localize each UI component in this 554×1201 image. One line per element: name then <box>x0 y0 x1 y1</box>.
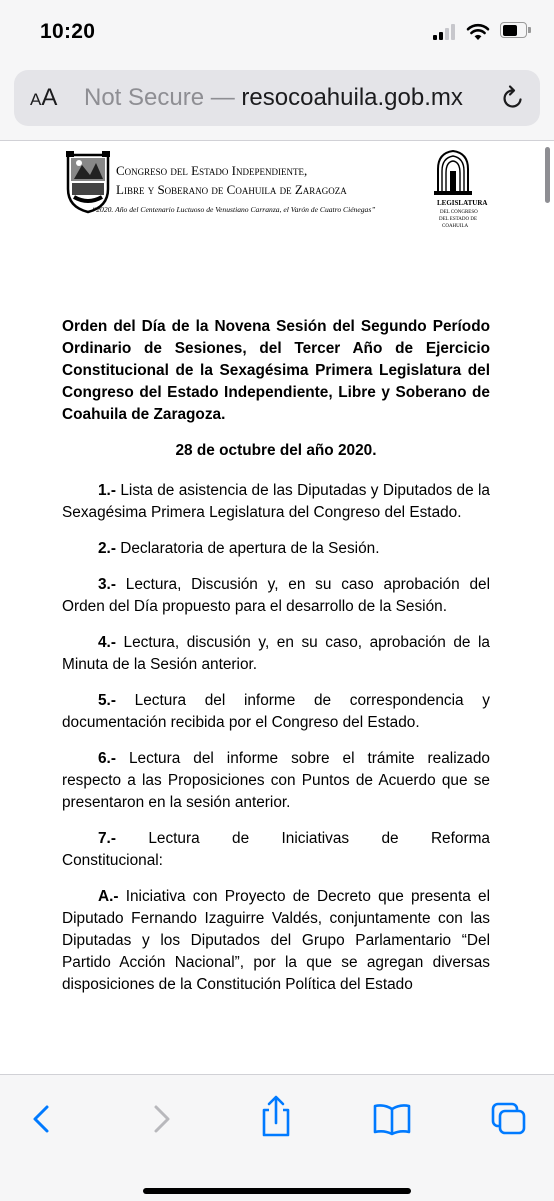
agenda-item-number: 1.- <box>98 482 116 499</box>
agenda-item-word: Iniciativas <box>281 830 350 847</box>
agenda-item-word: de <box>381 830 399 847</box>
agenda-item-3 <box>62 574 490 618</box>
status-time: 10:20 <box>40 20 96 43</box>
agenda-item-5 <box>62 690 490 734</box>
agenda-item-text: Lectura del informe de correspondencia y documentación recibida por el Congreso del Estado. <box>62 692 490 731</box>
home-indicator <box>143 1188 411 1194</box>
agenda-subitem-a <box>62 886 490 996</box>
share-icon[interactable] <box>254 1093 298 1139</box>
agenda-item-text: Lectura del informe sobre el trámite realizado respecto a las Proposiciones con Puntos de Acuerdo que se presentaron en la sesión anterior. <box>62 750 490 811</box>
agenda-item-word: de <box>232 830 250 847</box>
url-host: resocoahuila.gob.mx <box>241 84 463 111</box>
document-date: 28 de octubre del año 2020. <box>175 442 377 459</box>
svg-text:COAHUILA: COAHUILA <box>442 224 469 229</box>
agenda-item-7 <box>62 828 490 872</box>
not-secure-label: Not Secure — <box>84 84 235 111</box>
agenda-item-text: Lectura, Discusión y, en su caso aprobación del Orden del Día propuesto para el desarrollo de la Sesión. <box>62 576 490 615</box>
tabs-icon[interactable] <box>487 1099 531 1139</box>
legislatura-logo-icon <box>430 147 488 243</box>
agenda-item-number: 2.- <box>98 540 116 557</box>
svg-text:DEL ESTADO DE: DEL ESTADO DE <box>439 217 478 222</box>
agenda-item-text: Lista de asistencia de las Diputadas y Diputados de la Sexagésima Primera Legislatura del Congreso del Estado. <box>62 482 490 521</box>
agenda-item-word: Reforma <box>430 830 490 847</box>
text-size-button[interactable]: AA <box>30 84 58 111</box>
agenda-subitem-text: Iniciativa con Proyecto de Decreto que presenta el Diputado Fernando Izaguirre Valdés, conjuntamente con las Diputadas y los Diputados del Grupo Parlamentario “Del Partido Acción Nacional”, por la que se agregan diversas disposiciones de la Constitución Política del Estado <box>62 888 490 993</box>
agenda-item-number: 6.- <box>98 750 116 767</box>
letterhead-line-3: “2020. Año del Centenario Luctuoso de Venustiano Carranza, el Varón de Cuatro Ciénegas” <box>92 205 376 214</box>
letterhead <box>60 147 488 229</box>
agenda-item-text: Lectura, discusión y, en su caso, aprobación de la Minuta de la Sesión anterior. <box>62 634 490 673</box>
address-bar-area <box>0 60 554 141</box>
status-bar <box>0 0 554 60</box>
agenda-item-text: Declaratoria de apertura de la Sesión. <box>115 540 380 557</box>
agenda-item-word: Lectura <box>148 830 200 847</box>
agenda-subitem-number: A.- <box>98 888 119 905</box>
letterhead-line-2: Libre y Soberano de Coahuila de Zaragoza <box>116 182 347 197</box>
bookmarks-book-icon[interactable] <box>370 1099 414 1139</box>
cellular-signal-icon <box>433 24 457 40</box>
document-title: Orden del Día de la Novena Sesión del Segundo Período Ordinario de Sesiones, del Tercer Año de Ejercicio Constitucional de la Sexagésima Primera Legislatura del Congreso del Estado Independiente, Libre y Soberano de Coahuila de Zaragoza. <box>62 318 490 423</box>
agenda-item-number: 7.- <box>98 830 116 847</box>
agenda-item-continuation: Constitucional: <box>62 852 163 869</box>
agenda-item-6 <box>62 748 490 814</box>
agenda-item-2 <box>62 538 490 560</box>
agenda-item-number: 3.- <box>98 576 116 593</box>
back-chevron-icon[interactable] <box>20 1099 64 1139</box>
svg-text:LEGISLATURA: LEGISLATURA <box>437 199 488 207</box>
battery-icon <box>500 22 530 38</box>
address-field[interactable] <box>14 70 540 126</box>
forward-chevron-icon[interactable] <box>139 1099 183 1139</box>
agenda-item-number: 5.- <box>98 692 116 709</box>
agenda-item-4 <box>62 632 490 676</box>
bottom-toolbar <box>0 1074 554 1201</box>
wifi-icon <box>466 21 490 41</box>
svg-text:DEL CONGRESO: DEL CONGRESO <box>440 210 478 215</box>
letterhead-line-1: Congreso del Estado Independiente, <box>116 163 308 178</box>
document-viewport[interactable] <box>0 141 554 1074</box>
url-display[interactable] <box>84 84 463 112</box>
scroll-indicator[interactable] <box>545 147 550 203</box>
agenda-item-1 <box>62 480 490 524</box>
document-body <box>62 316 490 996</box>
reload-icon[interactable] <box>500 84 526 112</box>
agenda-item-number: 4.- <box>98 634 116 651</box>
